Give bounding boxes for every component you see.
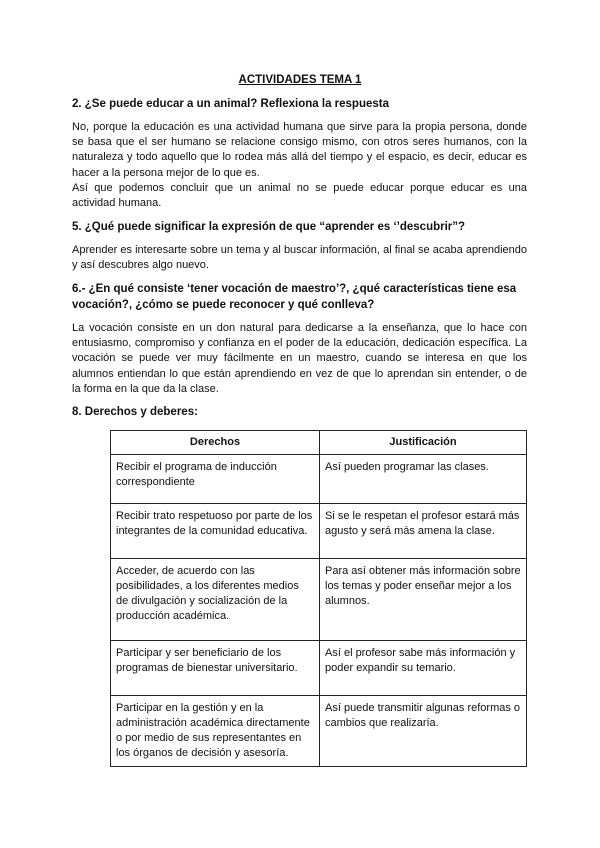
document-title: ACTIVIDADES TEMA 1 <box>238 74 362 86</box>
question-2-answer: No, porque la educación es una actividad humana que sirve para la propia persona, donde se basa que el ser humano se relacione consigo mismo, con otros seres humanos, con la naturaleza y todo aquello que lo rodea más allá del tiempo y el espacio, es decir, educar es hacer a la persona mejor de lo que es. <box>72 121 527 179</box>
right-cell: Participar y ser beneficiario de los programas de bienestar universitario. <box>111 641 320 696</box>
right-cell: Recibir trato respetuoso por parte de los integrantes de la comunidad educativa. <box>111 504 320 559</box>
question-6-heading: 6.- ¿En qué consiste ‘tener vocación de maestro’?, ¿qué características tiene esa vocación?, ¿cómo se puede reconocer y qué conlleva? <box>72 283 517 311</box>
table-row <box>111 696 527 767</box>
justification-cell: Así puede transmitir algunas reformas o cambios que realizaría. <box>320 696 527 767</box>
justification-cell: Así pueden programar las clases. <box>320 455 527 504</box>
question-8-heading: 8. Derechos y deberes: <box>72 406 198 418</box>
right-cell: Participar en la gestión y en la administración académica directamente o por medio de sus representantes en los órganos de decisión y asesoría. <box>111 696 320 767</box>
question-5-answer: Aprender es interesarte sobre un tema y al buscar información, al final se acaba aprendiendo y así descubres algo nuevo. <box>72 244 527 272</box>
table-header-row <box>111 431 527 455</box>
justification-cell: Si se le respetan el profesor estará más agusto y será más amena la clase. <box>320 504 527 559</box>
question-2-conclusion: Así que podemos concluir que un animal no se puede educar porque educar es una actividad humana. <box>72 182 527 210</box>
question-5-heading: 5. ¿Qué puede significar la expresión de que “aprender es ‘’descubrir”? <box>72 221 466 233</box>
right-cell: Recibir el programa de inducción correspondiente <box>111 455 320 504</box>
table-row <box>111 559 527 641</box>
rights-table <box>110 430 527 767</box>
table-row <box>111 504 527 559</box>
table-row <box>111 641 527 696</box>
header-derechos: Derechos <box>111 431 320 455</box>
question-2-heading: 2. ¿Se puede educar a un animal? Reflexiona la respuesta <box>72 98 389 110</box>
justification-cell: Para así obtener más información sobre los temas y poder enseñar mejor a los alumnos. <box>320 559 527 641</box>
header-justificacion: Justificación <box>320 431 527 455</box>
justification-cell: Así el profesor sabe más información y poder expandir su temario. <box>320 641 527 696</box>
right-cell: Acceder, de acuerdo con las posibilidades, a los diferentes medios de divulgación y socialización de la producción académica. <box>111 559 320 641</box>
question-6-answer: La vocación consiste en un don natural para dedicarse a la enseñanza, que lo hace con entusiasmo, compromiso y confianza en el poder de la educación, dedicación específica. La vocación se puede ver muy fácilmente en un maestro, cuando se interesa en que los alumnos entiendan lo que están aprendiendo en vez de que lo aprendan sin entender, o de la forma en la que da la clase. <box>72 322 527 395</box>
table-row <box>111 455 527 504</box>
